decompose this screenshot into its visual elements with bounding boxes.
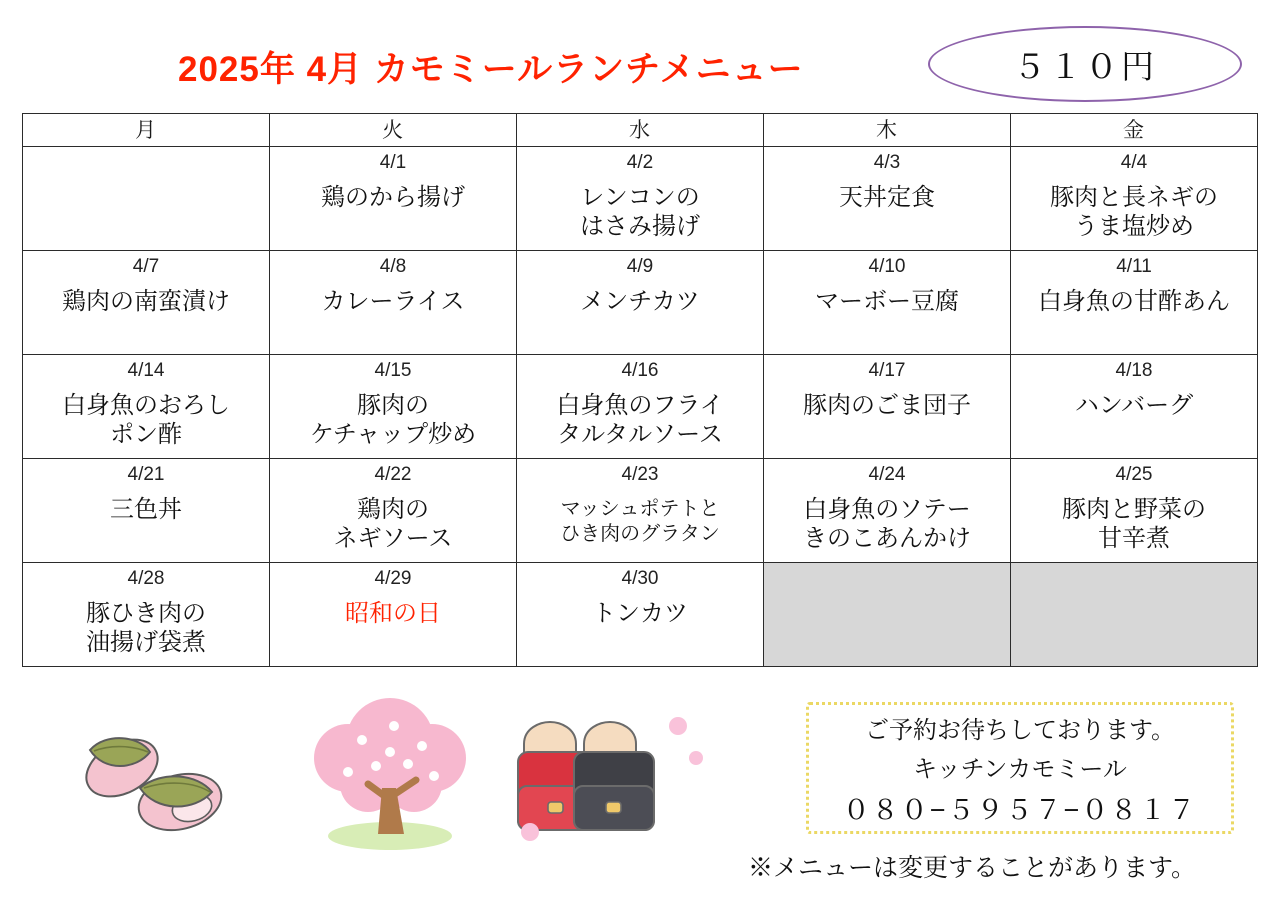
weekday-header-thu: 木 bbox=[764, 114, 1011, 147]
weekday-header-row bbox=[23, 114, 1258, 147]
day-menu: 鶏のから揚げ bbox=[321, 184, 465, 211]
weekday-header-fri: 金 bbox=[1011, 114, 1258, 147]
day-date: 4/11 bbox=[1116, 256, 1152, 277]
day-menu: マッシュポテトと ひき肉のグラタン bbox=[560, 498, 720, 545]
day-cell-blocked bbox=[764, 563, 1011, 667]
day-menu-holiday: 昭和の日 bbox=[345, 600, 441, 627]
day-date: 4/29 bbox=[374, 568, 412, 589]
page-title: 2025年 4月 カモミールランチメニュー bbox=[178, 50, 804, 89]
day-cell bbox=[517, 251, 764, 355]
day-date: 4/16 bbox=[621, 360, 659, 381]
day-date: 4/4 bbox=[1120, 152, 1148, 173]
day-date: 4/30 bbox=[621, 568, 659, 589]
reservation-notice-box bbox=[806, 702, 1234, 834]
day-menu: 豚肉と長ネギの うま塩炒め bbox=[1050, 184, 1218, 241]
day-cell bbox=[270, 251, 517, 355]
page-header bbox=[0, 0, 1280, 112]
day-menu: 鶏肉の ネギソース bbox=[333, 496, 453, 553]
day-date: 4/10 bbox=[868, 256, 906, 277]
day-date: 4/14 bbox=[127, 360, 165, 381]
day-date bbox=[23, 147, 269, 177]
weekday-header-wed: 水 bbox=[517, 114, 764, 147]
table-row bbox=[23, 251, 1258, 355]
day-menu: マーボー豆腐 bbox=[815, 288, 959, 315]
day-cell bbox=[517, 147, 764, 251]
day-cell bbox=[270, 563, 517, 667]
day-menu: カレーライス bbox=[321, 288, 465, 315]
day-date: 4/18 bbox=[1115, 360, 1153, 381]
day-menu: 白身魚のおろし ポン酢 bbox=[62, 392, 230, 449]
page-footer bbox=[0, 690, 1280, 904]
day-menu: 豚肉の ケチャップ炒め bbox=[309, 392, 477, 449]
day-cell bbox=[23, 251, 270, 355]
day-cell bbox=[23, 147, 270, 251]
day-cell bbox=[1011, 251, 1258, 355]
day-cell bbox=[1011, 147, 1258, 251]
day-menu: 天丼定食 bbox=[839, 184, 935, 211]
day-date bbox=[764, 563, 1010, 593]
day-menu bbox=[23, 177, 269, 183]
day-date: 4/24 bbox=[868, 464, 906, 485]
day-menu bbox=[1011, 593, 1257, 599]
day-cell bbox=[23, 459, 270, 563]
day-cell bbox=[764, 355, 1011, 459]
day-date: 4/22 bbox=[374, 464, 412, 485]
day-menu: 白身魚の甘酢あん bbox=[1038, 288, 1230, 315]
day-cell bbox=[517, 355, 764, 459]
day-date: 4/7 bbox=[132, 256, 160, 277]
notice-phone-number: ０８０−５９５７−０８１７ bbox=[842, 794, 1198, 825]
day-menu: 白身魚のフライ タルタルソース bbox=[556, 392, 724, 449]
day-menu: 白身魚のソテー きのこあんかけ bbox=[803, 496, 971, 553]
sakura-mochi-icon bbox=[60, 718, 250, 853]
day-cell bbox=[764, 459, 1011, 563]
day-date: 4/21 bbox=[127, 464, 165, 485]
day-cell bbox=[764, 251, 1011, 355]
table-row bbox=[23, 147, 1258, 251]
day-date: 4/1 bbox=[379, 152, 407, 173]
price-label: ５１０円 bbox=[1013, 47, 1157, 85]
day-date: 4/9 bbox=[626, 256, 654, 277]
day-date: 4/17 bbox=[868, 360, 906, 381]
day-date: 4/28 bbox=[127, 568, 165, 589]
day-date: 4/15 bbox=[374, 360, 412, 381]
day-cell bbox=[764, 147, 1011, 251]
day-menu: 鶏肉の南蛮漬け bbox=[62, 288, 230, 315]
day-menu: 三色丼 bbox=[110, 496, 182, 523]
lunch-menu-calendar bbox=[22, 113, 1258, 667]
day-date bbox=[1011, 563, 1257, 593]
day-menu: 豚肉のごま団子 bbox=[803, 392, 971, 419]
day-cell bbox=[23, 563, 270, 667]
day-cell bbox=[517, 459, 764, 563]
price-badge bbox=[928, 26, 1242, 102]
day-cell bbox=[270, 147, 517, 251]
day-date: 4/3 bbox=[873, 152, 901, 173]
day-cell bbox=[1011, 355, 1258, 459]
day-menu: メンチカツ bbox=[580, 288, 700, 315]
weekday-header-tue: 火 bbox=[270, 114, 517, 147]
notice-reservation-text: ご予約お待ちしております。 bbox=[864, 716, 1176, 744]
day-cell-blocked bbox=[1011, 563, 1258, 667]
menu-change-disclaimer: ※メニューは変更することがあります。 bbox=[748, 854, 1197, 882]
day-menu: レンコンの はさみ揚げ bbox=[580, 184, 700, 241]
day-menu bbox=[764, 593, 1010, 599]
school-backpack-icon bbox=[500, 710, 710, 865]
day-cell bbox=[270, 459, 517, 563]
day-cell bbox=[517, 563, 764, 667]
notice-shop-name: キッチンカモミール bbox=[913, 755, 1127, 783]
day-cell bbox=[1011, 459, 1258, 563]
table-row bbox=[23, 355, 1258, 459]
table-row bbox=[23, 459, 1258, 563]
weekday-header-mon: 月 bbox=[23, 114, 270, 147]
cherry-blossom-tree-icon bbox=[290, 696, 490, 861]
day-date: 4/2 bbox=[626, 152, 654, 173]
day-menu: トンカツ bbox=[592, 600, 688, 627]
day-menu: 豚肉と野菜の 甘辛煮 bbox=[1062, 496, 1206, 553]
calendar-body bbox=[23, 147, 1258, 667]
day-menu: 豚ひき肉の 油揚げ袋煮 bbox=[86, 600, 206, 657]
day-cell bbox=[23, 355, 270, 459]
day-menu: ハンバーグ bbox=[1074, 392, 1194, 419]
day-date: 4/8 bbox=[379, 256, 407, 277]
day-date: 4/25 bbox=[1115, 464, 1153, 485]
table-row bbox=[23, 563, 1258, 667]
day-date: 4/23 bbox=[621, 464, 659, 485]
day-cell bbox=[270, 355, 517, 459]
